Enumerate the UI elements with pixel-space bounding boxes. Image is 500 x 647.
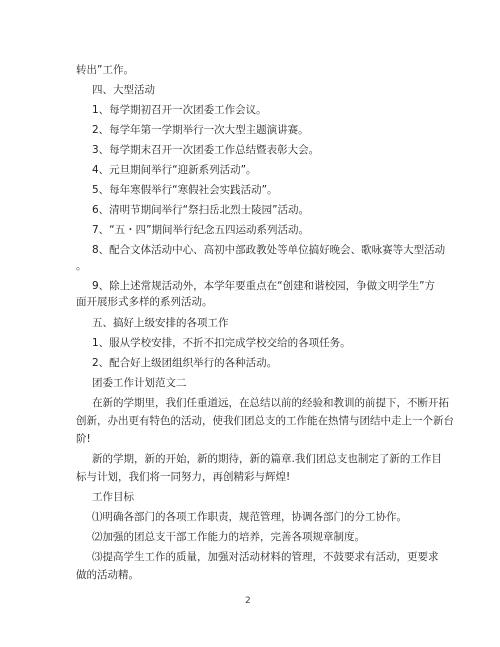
paragraph-line: 阶!: [76, 433, 91, 445]
section-heading-large-activities: 四、大型活动: [92, 84, 155, 96]
paragraph-line: 在新的学期里，我们任重道远，在总结以前的经验和教训的前提下，不断开拓: [92, 397, 449, 409]
list-item: 4、元旦期间举行“迎新系列活动”。: [92, 164, 257, 176]
text-line-1: 转出”工作。: [76, 64, 134, 76]
list-item: 2、配合好上级团组织举行的各种活动。: [92, 357, 278, 369]
list-item: ⑵加强的团总支干部工作能力的培养，完善各项规章制度。: [92, 531, 365, 543]
text-line-continuation: 面开展形式多样的系列活动。: [76, 296, 213, 308]
list-item: ⑶提高学生工作的质量，加强对活动材料的管理，不鼓要求有活动，更要求: [92, 551, 439, 563]
list-item: 5、每年寒假举行“寒假社会实践活动”。: [92, 184, 278, 196]
list-item: 1、服从学校安排，不折不扣完成学校交给的各项任务。: [92, 337, 351, 349]
list-item: 8、配合文体活动中心、高初中部政教处等单位搞好晚会、歌咏赛等大型活动: [92, 244, 446, 256]
list-item: 7、“五・四”期间举行纪念五四运动系列活动。: [92, 224, 310, 236]
list-item: 1、每学期初召开一次团委工作会议。: [92, 104, 267, 116]
article-title: 团委工作计划范文二: [92, 377, 187, 389]
subheading-work-goals: 工作目标: [92, 491, 134, 503]
paragraph-line: 创新，办出更有特色的活动，使我们团总支的工作能在热情与团结中走上一个新台: [76, 415, 454, 427]
page-number: 2: [245, 596, 251, 606]
list-item: 2、每学年第一学期举行一次大型主题演讲赛。: [92, 124, 309, 136]
list-item: 6、清明节期间举行“祭扫岳北烈士陵园”活动。: [92, 204, 310, 216]
paragraph-line: 新的学期，新的开始，新的期待，新的篇章.我们团总支也制定了新的工作目: [92, 453, 442, 465]
section-heading-superior-tasks: 五、搞好上级安排的各项工作: [92, 317, 229, 329]
text-line-continuation: 做的活动精。: [76, 569, 139, 581]
list-item: 3、每学期末召开一次团委工作总结暨表彰大会。: [92, 144, 320, 156]
paragraph-line: 标与计划，我们将一同努力，再创精彩与辉煌!: [76, 471, 291, 483]
text-line-continuation: 。: [76, 260, 87, 272]
list-item: ⑴明确各部门的各项工作职责，规范管理，协调各部门的分工协作。: [92, 511, 407, 523]
list-item: 9、除上述常规活动外，本学年要重点在“创建和谐校园，争做文明学生”方: [92, 280, 436, 292]
